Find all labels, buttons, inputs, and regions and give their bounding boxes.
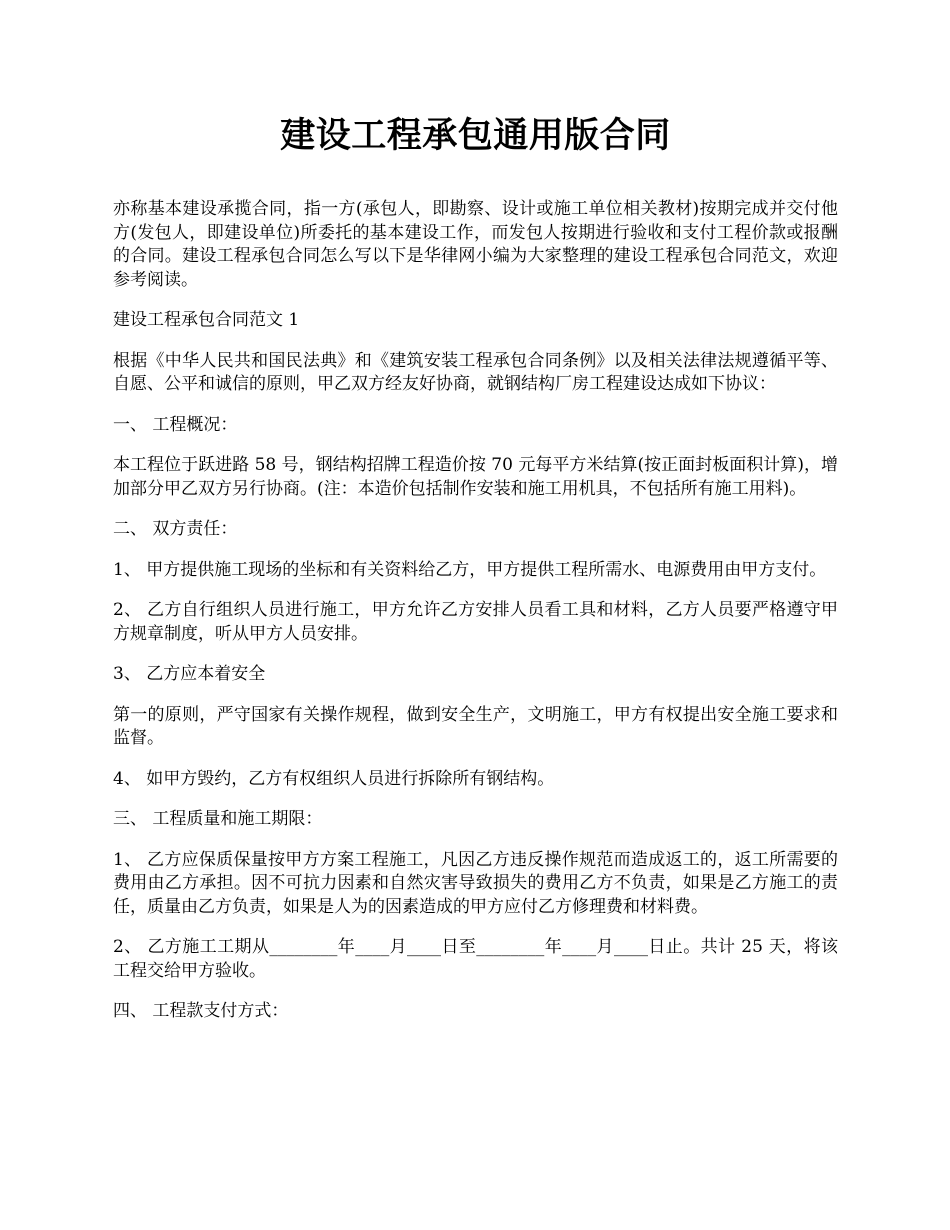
section-heading-responsibilities: 二、 双方责任：	[113, 519, 238, 539]
intro-paragraph: 亦称基本建设承揽合同，指一方(承包人，即勘察、设计或施工单位相关教材)按期完成并交付他方(发包人，即建设单位)所委托的基本建设工作，而发包人按期进行验收和支付工程价款或报酬的合同。建设工程承包合同怎么写以下是华律网小编为大家整理的建设工程承包合同范文，欢迎参考阅读。	[113, 199, 838, 290]
section-heading-overview: 一、 工程概况：	[113, 414, 238, 435]
clause-paragraph: 2、 乙方施工工期从________年____月____日至________年____月____日止。共计 25 天，将该工程交给甲方验收。	[113, 937, 838, 981]
preamble-paragraph: 根据《中华人民共和国民法典》和《建筑安装工程承包合同条例》以及相关法律法规遵循平等、自愿、公平和诚信的原则，甲乙双方经友好协商，就钢结构厂房工程建设达成如下协议：	[113, 350, 838, 394]
sample-heading: 建设工程承包合同范文 1	[113, 310, 300, 330]
clause-paragraph: 1、 乙方应保质保量按甲方方案工程施工，凡因乙方违反操作规范而造成返工的，返工所需要的费用由乙方承担。因不可抗力因素和自然灾害导致损失的费用乙方不负责，如果是乙方施工的责任，质量由乙方负责，如果是人为的因素造成的甲方应付乙方修理费和材料费。	[113, 849, 838, 917]
clause-paragraph: 第一的原则，严守国家有关操作规程，做到安全生产，文明施工，甲方有权提出安全施工要求和监督。	[113, 704, 838, 748]
clause-paragraph: 4、 如甲方毁约，乙方有权组织人员进行拆除所有钢结构。	[113, 768, 555, 789]
overview-paragraph: 本工程位于跃进路 58 号，钢结构招牌工程造价按 70 元每平方米结算(按正面封板面积计算)，增加部分甲乙双方另行协商。(注：本造价包括制作安装和施工用机具，不包括所有施工用料)。	[113, 455, 838, 499]
section-heading-quality: 三、 工程质量和施工期限：	[113, 809, 323, 829]
clause-paragraph: 3、 乙方应本着安全	[113, 664, 266, 684]
document-title: 建设工程承包通用版合同	[280, 115, 671, 156]
section-heading-payment: 四、 工程款支付方式：	[113, 1001, 289, 1021]
clause-paragraph: 2、 乙方自行组织人员进行施工，甲方允许乙方安排人员看工具和材料，乙方人员要严格遵守甲方规章制度，听从甲方人员安排。	[113, 600, 838, 644]
clause-paragraph: 1、 甲方提供施工现场的坐标和有关资料给乙方，甲方提供工程所需水、电源费用由甲方支付。	[113, 559, 827, 580]
